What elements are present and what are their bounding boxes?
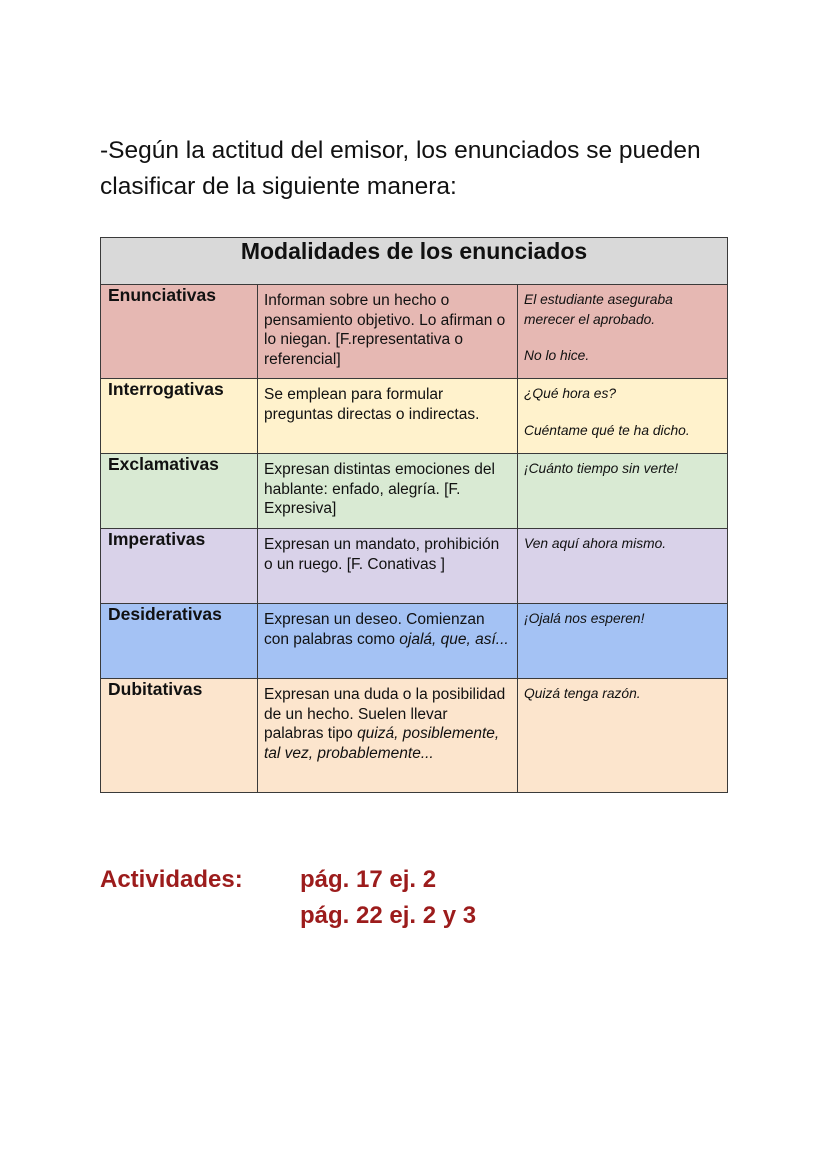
description-text: Expresan un deseo. Comienzan con palabras como xyxy=(264,611,485,648)
mode-description: Se emplean para formular preguntas directas o indirectas. xyxy=(258,379,518,454)
mode-name: Imperativas xyxy=(101,529,258,604)
example-text: ¡Cuánto tiempo sin verte! xyxy=(524,461,679,476)
example-text: No lo hice. xyxy=(524,348,590,363)
activity-item: pág. 17 ej. 2 xyxy=(300,866,437,893)
mode-examples xyxy=(518,529,728,604)
mode-examples xyxy=(518,454,728,529)
activities-label: Actividades: xyxy=(100,866,243,893)
table-row-exclamativas xyxy=(101,454,728,529)
table-row-enunciativas xyxy=(101,285,728,379)
mode-examples xyxy=(518,285,728,379)
description-text: Expresan una duda o la posibilidad de un hecho. Suelen llevar palabras tipo xyxy=(264,686,506,743)
mode-examples xyxy=(518,679,728,793)
intro-paragraph: -Según la actitud del emisor, los enunciados se pueden clasificar de la siguiente manera: xyxy=(100,137,701,200)
table-row-desiderativas xyxy=(101,604,728,679)
mode-name: Exclamativas xyxy=(101,454,258,529)
mode-description: Expresan distintas emociones del hablante: enfado, alegría. [F. Expresiva] xyxy=(258,454,518,529)
mode-name: Desiderativas xyxy=(101,604,258,679)
example-text: ¿Qué hora es? xyxy=(524,386,617,401)
mode-name: Interrogativas xyxy=(101,379,258,454)
description-italic-words: ojalá, que, así... xyxy=(399,630,509,648)
mode-name: Dubitativas xyxy=(101,679,258,793)
table-title: Modalidades de los enunciados xyxy=(101,238,728,285)
table-row-interrogativas xyxy=(101,379,728,454)
table-row-dubitativas xyxy=(101,679,728,793)
modalities-table xyxy=(100,237,728,793)
example-text: ¡Ojalá nos esperen! xyxy=(524,611,645,626)
example-text: El estudiante aseguraba merecer el aprobado. xyxy=(524,292,673,327)
mode-examples xyxy=(518,379,728,454)
example-text: Quizá tenga razón. xyxy=(524,686,641,701)
mode-name: Enunciativas xyxy=(101,285,258,379)
activity-item: pág. 22 ej. 2 y 3 xyxy=(300,902,477,929)
example-text: Ven aquí ahora mismo. xyxy=(524,536,667,551)
table-row-imperativas xyxy=(101,529,728,604)
example-text: Cuéntame qué te ha dicho. xyxy=(524,422,690,438)
mode-examples xyxy=(518,604,728,679)
mode-description: Expresan un mandato, prohibición o un ruego. [F. Conativas ] xyxy=(258,529,518,604)
mode-description xyxy=(258,604,518,679)
description-italic-words: quizá, posiblemente, tal vez, probablemente... xyxy=(264,725,500,762)
activities-list xyxy=(300,862,476,934)
mode-description xyxy=(258,679,518,793)
mode-description: Informan sobre un hecho o pensamiento objetivo. Lo afirman o lo niegan. [F.representativa o referencial] xyxy=(258,285,518,379)
